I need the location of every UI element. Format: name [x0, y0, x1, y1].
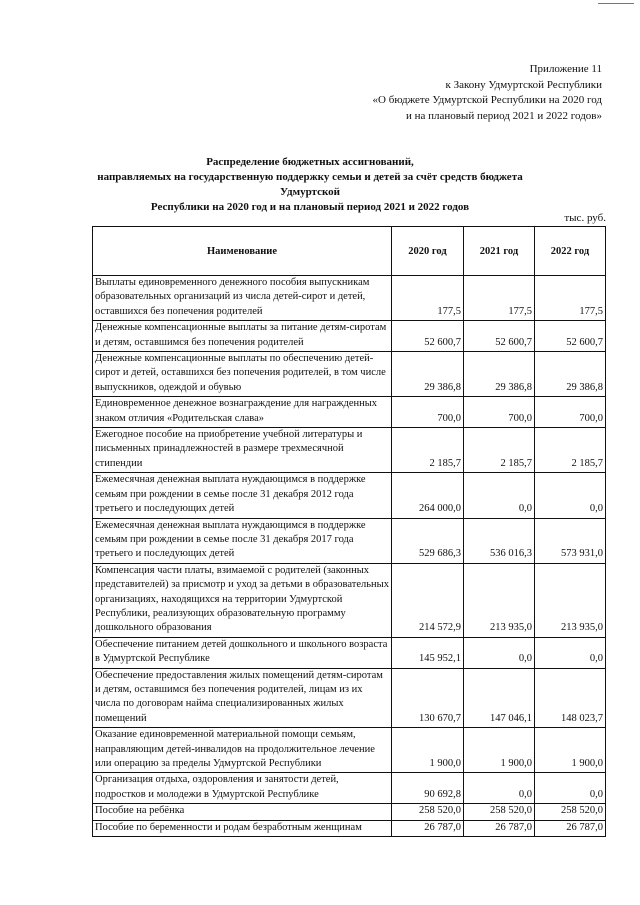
value-2020: 529 686,3	[392, 518, 464, 563]
value-2020: 700,0	[392, 397, 464, 428]
header-name: Наименование	[93, 227, 392, 276]
value-2021: 0,0	[464, 473, 535, 518]
row-name: Ежемесячная денежная выплата нуждающимся в поддержке семьям при рождении в семье после 31 декабря 2017 года третьего и последующих детей	[93, 518, 392, 563]
value-2020: 177,5	[392, 276, 464, 321]
table-row	[93, 428, 606, 473]
value-2022: 700,0	[535, 397, 606, 428]
value-2020: 29 386,8	[392, 352, 464, 397]
table-row	[93, 668, 606, 728]
title-line-3: Республики на 2020 год и на плановый период 2021 и 2022 годов	[150, 201, 470, 213]
table-row	[93, 804, 606, 820]
appendix-number: Приложение 11	[529, 63, 602, 75]
table-row	[93, 352, 606, 397]
value-2021: 213 935,0	[464, 563, 535, 637]
table-row	[93, 773, 606, 804]
row-name: Организация отдыха, оздоровления и занятости детей, подростков и молодежи в Удмуртской Республике	[93, 773, 392, 804]
value-2020: 2 185,7	[392, 428, 464, 473]
table-row	[93, 518, 606, 563]
value-2022: 29 386,8	[535, 352, 606, 397]
value-2020: 264 000,0	[392, 473, 464, 518]
value-2020: 52 600,7	[392, 321, 464, 352]
table-row	[93, 637, 606, 668]
value-2021: 0,0	[464, 773, 535, 804]
value-2022: 213 935,0	[535, 563, 606, 637]
value-2020: 214 572,9	[392, 563, 464, 637]
value-2022: 26 787,0	[535, 820, 606, 836]
header-2021: 2021 год	[464, 227, 535, 276]
table-row	[93, 820, 606, 836]
value-2020: 1 900,0	[392, 728, 464, 773]
value-2020: 258 520,0	[392, 804, 464, 820]
value-2021: 1 900,0	[464, 728, 535, 773]
table-row	[93, 728, 606, 773]
row-name: Денежные компенсационные выплаты по обеспечению детей-сирот и детей, оставшихся без попечения родителей, в том числе выпускников, одеждой и обувью	[93, 352, 392, 397]
header-2020: 2020 год	[392, 227, 464, 276]
value-2022: 177,5	[535, 276, 606, 321]
value-2021: 147 046,1	[464, 668, 535, 728]
title-line-1: Распределение бюджетных ассигнований,	[206, 156, 414, 168]
value-2020: 90 692,8	[392, 773, 464, 804]
value-2021: 258 520,0	[464, 804, 535, 820]
value-2022: 0,0	[535, 773, 606, 804]
appendix-law-period: и на плановый период 2021 и 2022 годов»	[405, 109, 602, 122]
row-name: Ежегодное пособие на приобретение учебной литературы и письменных принадлежностей в размере трехмесячной стипендии	[93, 428, 392, 473]
row-name: Оказание единовременной материальной помощи семьям, направляющим детей-инвалидов на продолжительное лечение или операцию за пределы Удмуртской Республики	[93, 728, 392, 773]
value-2022: 1 900,0	[535, 728, 606, 773]
value-2022: 258 520,0	[535, 804, 606, 820]
value-2020: 145 952,1	[392, 637, 464, 668]
value-2022: 2 185,7	[535, 428, 606, 473]
row-name: Денежные компенсационные выплаты за питание детям-сиротам и детям, оставшимся без попечения родителей	[93, 321, 392, 352]
row-name: Компенсация части платы, взимаемой с родителей (законных представителей) за присмотр и уход за детьми в образовательных организациях, находящихся на территории Удмуртской Республики, реализующих образовательную программу дошкольного образования	[93, 563, 392, 637]
table-row	[93, 276, 606, 321]
table-row	[93, 321, 606, 352]
row-name: Единовременное денежное вознаграждение для награжденных знаком отличия «Родительская слава»	[93, 397, 392, 428]
appendix-law-title: «О бюджете Удмуртской Республики на 2020 год	[372, 94, 602, 107]
table-row	[93, 563, 606, 637]
row-name: Выплаты единовременного денежного пособия выпускникам образовательных организаций из числа детей-сирот и детей, оставшихся без попечения родителей	[93, 276, 392, 321]
units-label: тыс. руб.	[564, 212, 606, 224]
value-2022: 52 600,7	[535, 321, 606, 352]
value-2021: 2 185,7	[464, 428, 535, 473]
value-2021: 26 787,0	[464, 820, 535, 836]
budget-table	[92, 226, 606, 837]
value-2021: 700,0	[464, 397, 535, 428]
value-2022: 148 023,7	[535, 668, 606, 728]
value-2021: 177,5	[464, 276, 535, 321]
title-line-2: направляемых на государственную поддержку семьи и детей за счёт средств бюджета Удмуртской	[97, 171, 523, 198]
table-row	[93, 397, 606, 428]
value-2020: 26 787,0	[392, 820, 464, 836]
value-2020: 130 670,7	[392, 668, 464, 728]
value-2022: 573 931,0	[535, 518, 606, 563]
page-edge-line	[598, 3, 634, 4]
value-2021: 536 016,3	[464, 518, 535, 563]
row-name: Пособие по беременности и родам безработным женщинам	[93, 820, 392, 836]
header-2022: 2022 год	[535, 227, 606, 276]
document-title	[80, 155, 540, 215]
value-2021: 52 600,7	[464, 321, 535, 352]
value-2021: 0,0	[464, 637, 535, 668]
row-name: Ежемесячная денежная выплата нуждающимся в поддержке семьям при рождении в семье после 31 декабря 2012 года третьего и последующих детей	[93, 473, 392, 518]
value-2021: 29 386,8	[464, 352, 535, 397]
value-2022: 0,0	[535, 637, 606, 668]
appendix-law: к Закону Удмуртской Республики	[445, 78, 602, 91]
row-name: Пособие на ребёнка	[93, 804, 392, 820]
appendix-header	[202, 62, 602, 124]
table-header-row	[93, 227, 606, 276]
table-row	[93, 473, 606, 518]
value-2022: 0,0	[535, 473, 606, 518]
row-name: Обеспечение питанием детей дошкольного и школьного возраста в Удмуртской Республике	[93, 637, 392, 668]
row-name: Обеспечение предоставления жилых помещений детям-сиротам и детям, оставшимся без попечения родителей, лицам из их числа по договорам найма специализированных жилых помещений	[93, 668, 392, 728]
